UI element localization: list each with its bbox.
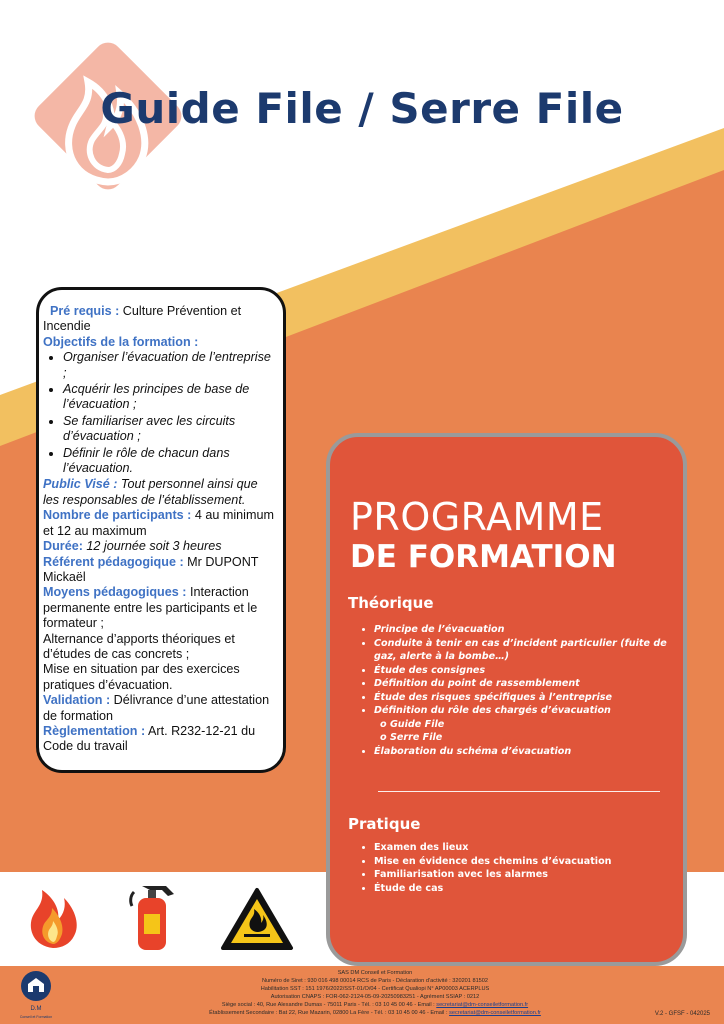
footer-legal-text — [150, 969, 600, 1017]
practice-list — [360, 841, 684, 895]
footer-line: Établissement Secondaire : Bat 22, Rue Mazarin, 02800 La Fère - Tél. : 03 10 45 00 46 - Email : — [209, 1010, 450, 1016]
theory-item: • Élaboration du schéma d’évacuation — [374, 745, 684, 759]
theory-list — [360, 623, 684, 758]
theory-item: • Définition du point de rassemblement — [374, 677, 684, 691]
public-label: Public Visé : — [43, 477, 118, 492]
objectives-label: Objectifs de la formation : — [43, 334, 199, 349]
flame-icon — [26, 884, 80, 950]
prereq-label: Pré requis : — [50, 304, 120, 318]
page-title: Guide File / Serre File — [100, 84, 624, 133]
program-panel — [326, 433, 687, 966]
objective-item: • Organiser l’évacuation de l’entreprise ; — [63, 350, 277, 381]
objective-item: • Définir le rôle de chacun dans l’évacuation. — [63, 446, 277, 477]
theory-item: • Conduite à tenir en cas d’incident particulier (fuite de gaz, alerte à la bombe…) — [374, 637, 684, 664]
theory-item: • Étude des consignes — [374, 664, 684, 678]
practice-item: • Examen des lieux — [374, 841, 684, 855]
footer-email-link[interactable]: secretariat@dm-conseiletformation.fr — [436, 1002, 529, 1008]
company-logo — [16, 968, 56, 1022]
footer-line: Autorisation CNAPS : FOR-062-2124-05-09-20250983251 - Agrément SSIAP : 0212 — [270, 994, 480, 1000]
objective-item: • Se familiariser avec les circuits d’évacuation ; — [63, 414, 277, 445]
practice-item: • Familiarisation avec les alarmes — [374, 868, 684, 882]
fire-extinguisher-icon — [128, 880, 180, 952]
means-value-1: Interaction permanente entre les participants et le formateur ; — [43, 585, 258, 631]
validation-value: Délivrance d’une attestation de formation — [43, 693, 270, 723]
means-value-2: Alternance d’apports théoriques et d’études de cas concrets ; — [43, 631, 235, 661]
version-label: V.2 - GFSF - 042025 — [654, 1011, 710, 1017]
practice-item: • Étude de cas — [374, 882, 684, 896]
practice-heading: Pratique — [348, 815, 421, 833]
duration-label: Durée: — [43, 539, 83, 554]
prereq-value: Culture Prévention et Incendie — [43, 304, 242, 334]
logo-text-2: Conseil et Formation — [19, 1015, 53, 1019]
objectives-list — [43, 350, 277, 476]
flammable-warning-icon — [220, 886, 294, 952]
footer — [0, 966, 724, 1024]
footer-line: Habilitation SST : 151 1976/2022/SST-01/O/04 - Certificat Qualiopi N° AP00003 ACERPLUS — [260, 986, 490, 992]
logo-text-1: D.M — [30, 1006, 42, 1012]
footer-email-link[interactable]: secretariat@dm-conseiletformation.fr — [449, 1010, 541, 1016]
section-divider — [378, 791, 660, 792]
referent-label: Référent pédagogique : — [43, 554, 184, 569]
regulation-value: Art. R232-12-21 du Code du travail — [43, 723, 256, 754]
means-label: Moyens pédagogiques : — [43, 585, 187, 600]
theory-item: • Définition du rôle des chargés d’évacuation — [374, 704, 684, 718]
means-value-3: Mise en situation par des exercices pratiques d’évacuation. — [43, 662, 240, 692]
public-value: Tout personnel ainsi que les responsables de l’établissement. — [43, 477, 258, 507]
practice-item: • Mise en évidence des chemins d’évacuation — [374, 855, 684, 869]
duration-value: 12 journée soit 3 heures — [82, 539, 222, 554]
referent-value: Mr DUPONT Mickaël — [43, 554, 259, 584]
participants-label: Nombre de participants : — [43, 508, 192, 523]
program-title-line2: DE FORMATION — [350, 539, 617, 575]
theory-heading: Théorique — [348, 594, 434, 612]
objective-item: • Acquérir les principes de base de l’évacuation ; — [63, 382, 277, 413]
footer-line: Numéro de Siret : 930 016 498 00014 RCS de Paris - Déclaration d’activité : 320201 81502 — [261, 978, 489, 984]
course-info-panel — [36, 287, 286, 773]
footer-line: Siège social : 40, Rue Alexandre Dumas - 75011 Paris - Tél. : 03 10 45 00 46 - Email : — [221, 1002, 437, 1008]
theory-item: • Principe de l’évacuation — [374, 623, 684, 637]
theory-subitem: o Serre File — [380, 731, 684, 745]
theory-item: • Étude des risques spécifiques à l’entreprise — [374, 691, 684, 705]
validation-label: Validation : — [43, 693, 111, 708]
theory-sublist — [374, 718, 684, 745]
program-title-line1: PROGRAMME — [350, 495, 604, 539]
participants-value: 4 au minimum et 12 au maximum — [43, 508, 274, 538]
regulation-label: Règlementation : — [43, 723, 146, 738]
footer-company: SAS DM Conseil et Formation — [337, 970, 413, 976]
theory-subitem: o Guide File — [380, 718, 684, 732]
